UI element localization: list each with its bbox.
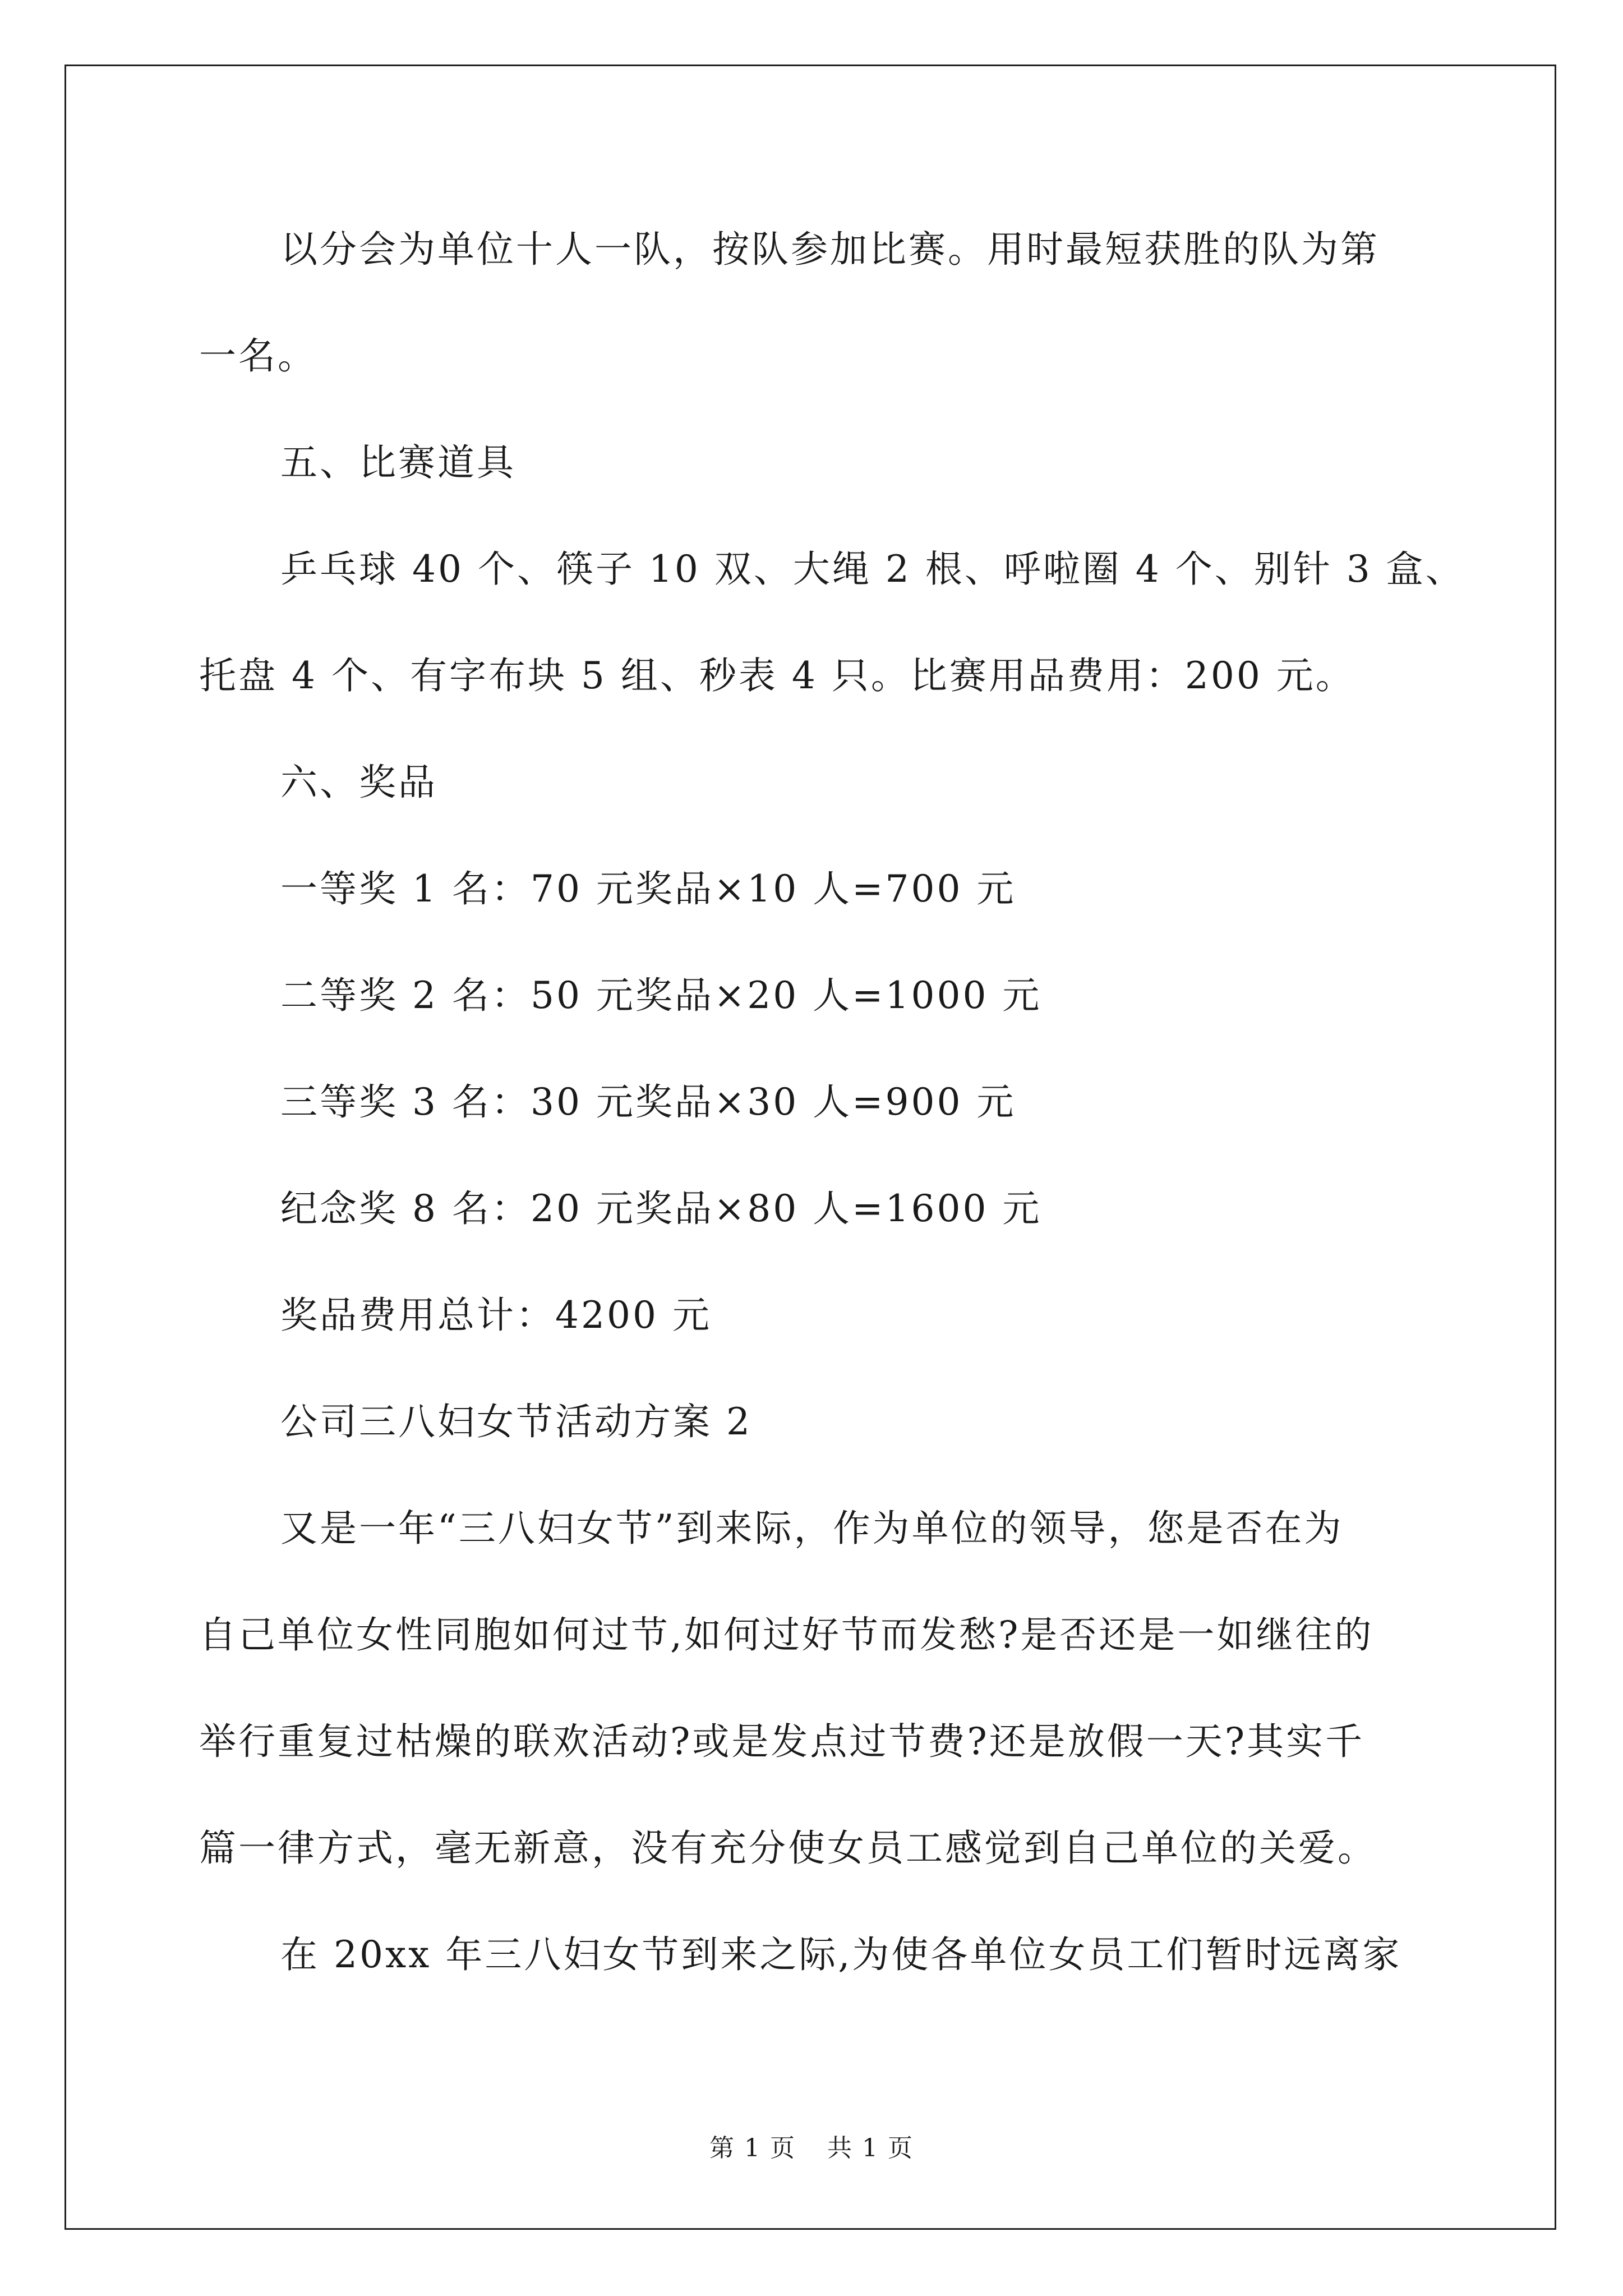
page-number: 第 1 页 bbox=[709, 2134, 796, 2162]
paragraph-line: 托盘 4 个、有字布块 5 组、秒表 4 只。比赛用品费用：200 元。 bbox=[199, 654, 1355, 697]
paragraph-line: 乒乓球 40 个、筷子 10 双、大绳 2 根、呼啦圈 4 个、别针 3 盒、 bbox=[280, 547, 1465, 591]
paragraph-line: 举行重复过枯燥的联欢活动?或是发点过节费?还是放假一天?其实千 bbox=[199, 1720, 1365, 1763]
prize-line: 二等奖 2 名：50 元奖品×20 人=1000 元 bbox=[280, 974, 1042, 1017]
section-heading: 六、奖品 bbox=[280, 761, 437, 804]
prize-line: 三等奖 3 名：30 元奖品×30 人=900 元 bbox=[280, 1080, 1016, 1124]
paragraph-line: 自己单位女性同胞如何过节,如何过好节而发愁?是否还是一如继往的 bbox=[199, 1613, 1374, 1657]
paragraph-line: 以分会为单位十人一队，按队参加比赛。用时最短获胜的队为第 bbox=[280, 228, 1380, 271]
section-heading: 五、比赛道具 bbox=[280, 441, 516, 484]
paragraph-line: 又是一年“三八妇女节”到来际，作为单位的领导，您是否在为 bbox=[280, 1507, 1344, 1550]
paragraph-line: 篇一律方式，毫无新意，没有充分使女员工感觉到自己单位的关爱。 bbox=[199, 1826, 1377, 1870]
paragraph-line: 一名。 bbox=[199, 334, 317, 378]
prize-line: 纪念奖 8 名：20 元奖品×80 人=1600 元 bbox=[280, 1187, 1042, 1230]
prize-line: 一等奖 1 名：70 元奖品×10 人=700 元 bbox=[280, 867, 1016, 910]
page-footer bbox=[0, 2132, 1623, 2165]
paragraph-line: 在 20xx 年三八妇女节到来之际,为使各单位女员工们暂时远离家 bbox=[280, 1933, 1402, 1976]
page-count: 共 1 页 bbox=[827, 2134, 914, 2162]
document-title: 公司三八妇女节活动方案 2 bbox=[280, 1400, 752, 1443]
prize-total: 奖品费用总计：4200 元 bbox=[280, 1294, 712, 1337]
page-border bbox=[64, 65, 1556, 2230]
